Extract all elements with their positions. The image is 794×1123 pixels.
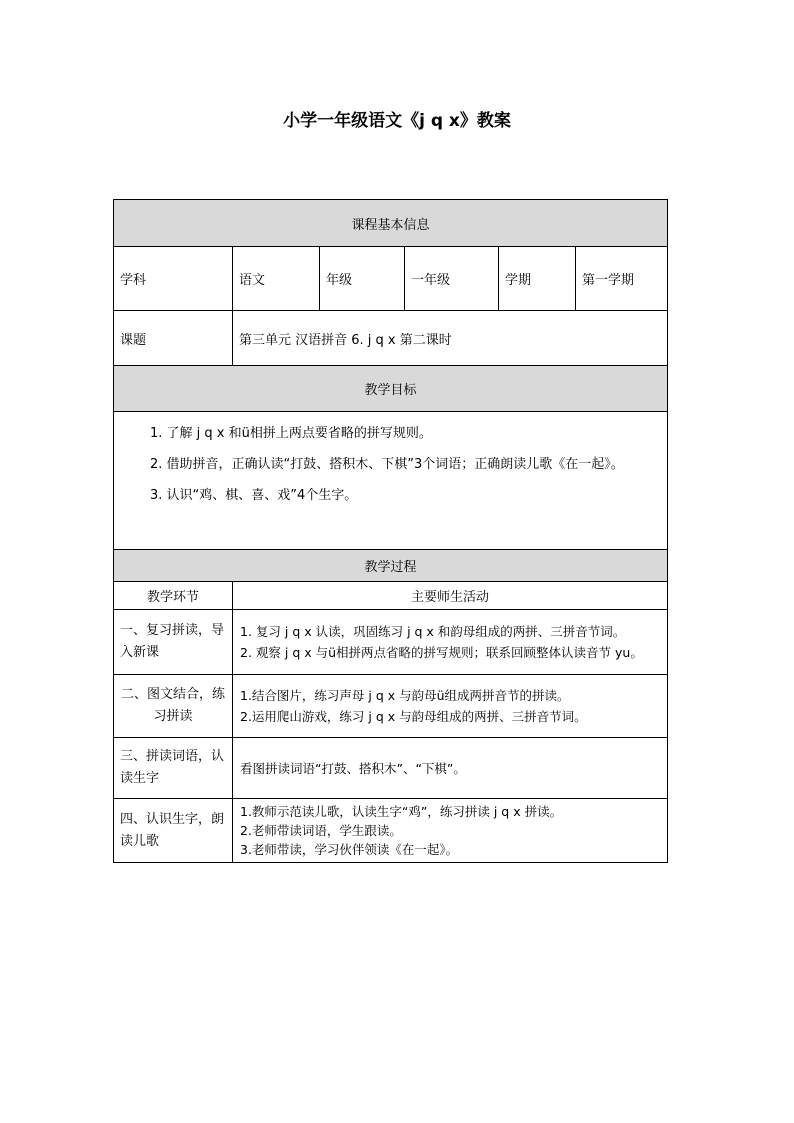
goal-item: 2. 借助拼音，正确认读“打鼓、搭积木、下棋”3个词语；正确朗读儿歌《在一起》。 bbox=[150, 457, 624, 472]
topic-label: 课题 bbox=[114, 311, 233, 365]
basic-info-header-text: 课程基本信息 bbox=[351, 217, 430, 233]
goal-item: 1. 了解 j q x 和ü相拼上两点要省略的拼写规则。 bbox=[150, 426, 432, 441]
term-label: 学期 bbox=[499, 247, 576, 310]
process-activities bbox=[233, 610, 667, 674]
topic-row bbox=[114, 311, 667, 366]
process-stage: 三、拼读词语，认读生字 bbox=[114, 738, 233, 798]
process-row bbox=[114, 799, 667, 862]
process-row bbox=[114, 610, 667, 675]
basic-info-header bbox=[114, 200, 667, 247]
column-header-activities: 主要师生活动 bbox=[410, 590, 489, 605]
process-header-text: 教学过程 bbox=[364, 560, 417, 575]
column-header-stage: 教学环节 bbox=[114, 582, 233, 609]
goals-row bbox=[114, 412, 667, 550]
lesson-plan-table bbox=[113, 199, 668, 863]
activity-item: 看图拼读词语“打鼓、搭积木”、“下棋”。 bbox=[240, 760, 466, 776]
process-stage: 一、复习拼读，导入新课 bbox=[114, 610, 233, 674]
activity-item: 1. 复习 j q x 认读，巩固练习 j q x 和韵母组成的两拼、三拼音节词。 bbox=[240, 624, 626, 639]
term-value: 第一学期 bbox=[582, 273, 635, 288]
process-stage: 二、图文结合，练习拼读 bbox=[114, 675, 233, 737]
activity-item: 2.老师带读词语，学生跟读。 bbox=[240, 823, 402, 838]
process-row bbox=[114, 738, 667, 799]
process-activities bbox=[233, 799, 667, 862]
goal-item: 3. 认识“鸡、棋、喜、戏”4个生字。 bbox=[150, 488, 358, 503]
process-row bbox=[114, 675, 667, 738]
topic-value: 第三单元 汉语拼音 6. j q x 第二课时 bbox=[239, 332, 452, 348]
goals-list bbox=[114, 412, 630, 549]
process-activities bbox=[233, 675, 667, 737]
subject-value: 语文 bbox=[233, 247, 320, 310]
process-activities bbox=[233, 738, 667, 798]
activity-item: 2.运用爬山游戏，练习 j q x 与韵母组成的两拼、三拼音节词。 bbox=[240, 709, 587, 724]
subject-label: 学科 bbox=[114, 247, 233, 310]
activity-item: 1.教师示范读儿歌，认读生字“鸡”，练习拼读 j q x 拼读。 bbox=[240, 804, 563, 819]
grade-label: 年级 bbox=[320, 247, 405, 310]
process-stage: 四、认识生字，朗读儿歌 bbox=[114, 799, 233, 862]
process-columns-row bbox=[114, 582, 667, 610]
goals-header-text: 教学目标 bbox=[364, 383, 417, 398]
activity-item: 2. 观察 j q x 与ü相拼两点省略的拼写规则；联系回顾整体认读音节 yu。 bbox=[240, 645, 643, 660]
activity-item: 3.老师带读，学习伙伴领读《在一起》。 bbox=[240, 842, 459, 857]
goals-header bbox=[114, 366, 667, 412]
activity-item: 1.结合图片，练习声母 j q x 与韵母ü组成两拼音节的拼读。 bbox=[240, 688, 570, 703]
document-title: 小学一年级语文《j q x》教案 bbox=[283, 111, 511, 131]
info-row bbox=[114, 247, 667, 311]
grade-value: 一年级 bbox=[405, 247, 499, 310]
process-header bbox=[114, 550, 667, 582]
